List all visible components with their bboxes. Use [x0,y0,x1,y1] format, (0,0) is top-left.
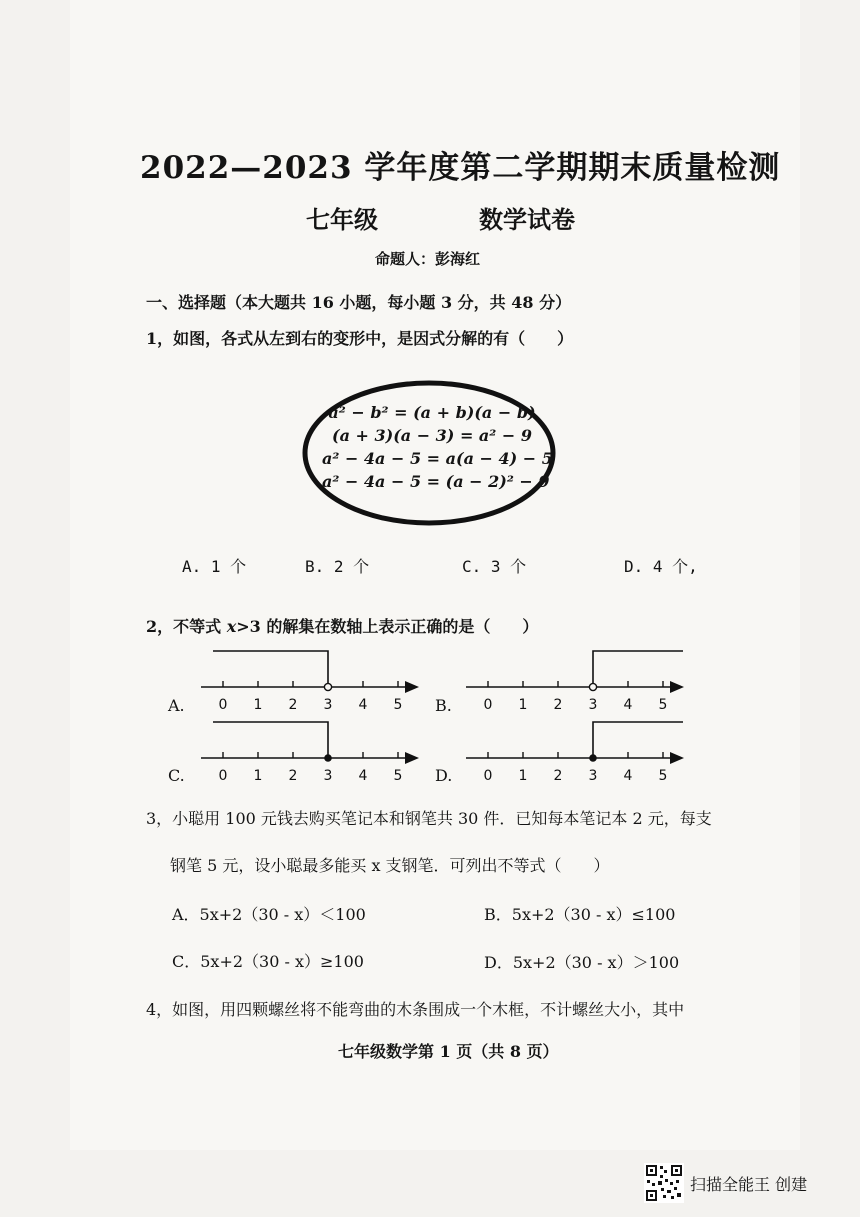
q1-formula-list [322,401,553,493]
q2-option-c-letter: C. [168,766,185,785]
q3-option-a: A．5x+2（30 - x）＜100 [172,905,366,924]
q2-number-line-c [195,716,425,788]
q1-option-b: B. 2 个 [305,557,370,576]
tick-label: 2 [553,768,563,784]
q1-formula: a² − 4a − 5 = (a − 2)² − 9 [322,472,550,491]
q2-number-line-a [195,645,425,717]
q1-formula: a² − 4a − 5 = a(a − 4) − 5 [322,449,553,468]
q2-number-line-d [460,716,690,788]
tick-label: 3 [323,768,333,784]
q2-number-line-b [460,645,690,717]
section-heading: 一、选择题（本大题共 16 小题，每小题 3 分，共 48 分） [146,293,572,312]
question-3-line-2: 钢笔 5 元，设小聪最多能买 x 支钢笔．可列出不等式（ ） [170,856,610,875]
tick-label: 3 [588,768,598,784]
q1-option-a: A. 1 个 [182,557,247,576]
tick-label: 1 [518,768,528,784]
tick-label: 4 [358,697,368,713]
q3-option-c: C．5x+2（30 - x）≥100 [172,952,364,971]
tick-label: 4 [623,697,633,713]
tick-label: 2 [288,697,298,713]
q1-formula: (a + 3)(a − 3) = a² − 9 [332,426,532,445]
tick-label: 0 [483,768,493,784]
q1-option-d: D. 4 个, [624,557,698,576]
exam-title: 2022—2023 学年度第二学期期末质量检测 [140,150,781,186]
question-4-text: 4，如图，用四颗螺丝将不能弯曲的木条围成一个木框，不计螺丝大小，其中 [146,1000,685,1019]
tick-label: 2 [288,768,298,784]
tick-label: 3 [323,697,333,713]
author-line: 命题人：彭海红 [375,250,481,268]
question-3-line-1: 3，小聪用 100 元钱去购买笔记本和钢笔共 30 件．已知每本笔记本 2 元，每支 [146,809,712,828]
question-2-text: 2，不等式 x>3 的解集在数轴上表示正确的是（ ） [146,617,539,636]
tick-label: 1 [518,697,528,713]
question-1-text: 1，如图，各式从左到右的变形中，是因式分解的有（ ） [146,329,574,348]
tick-label: 0 [218,697,228,713]
tick-label: 1 [253,697,263,713]
page-number: 七年级数学第 1 页（共 8 页） [338,1042,559,1061]
tick-label: 4 [623,768,633,784]
tick-label: 3 [588,697,598,713]
tick-label: 5 [393,768,403,784]
tick-label: 5 [658,697,668,713]
tick-label: 5 [658,768,668,784]
scanner-watermark: 扫描全能王 创建 [690,1175,808,1194]
tick-label: 5 [393,697,403,713]
q1-option-c: C. 3 个 [462,557,527,576]
tick-label: 2 [553,697,563,713]
qr-code-icon [644,1163,684,1203]
grade-label: 七年级 [306,205,378,234]
q2-option-a-letter: A. [168,696,185,715]
q3-option-b: B．5x+2（30 - x）≤100 [484,905,676,924]
q2-option-d-letter: D. [435,766,453,785]
q1-formula: a² − b² = (a + b)(a − b) [328,403,536,422]
q2-option-b-letter: B. [435,696,452,715]
subject-label: 数学试卷 [479,205,575,234]
tick-label: 1 [253,768,263,784]
q3-option-d: D．5x+2（30 - x）＞100 [484,953,680,972]
tick-label: 4 [358,768,368,784]
tick-label: 0 [483,697,493,713]
tick-label: 0 [218,768,228,784]
